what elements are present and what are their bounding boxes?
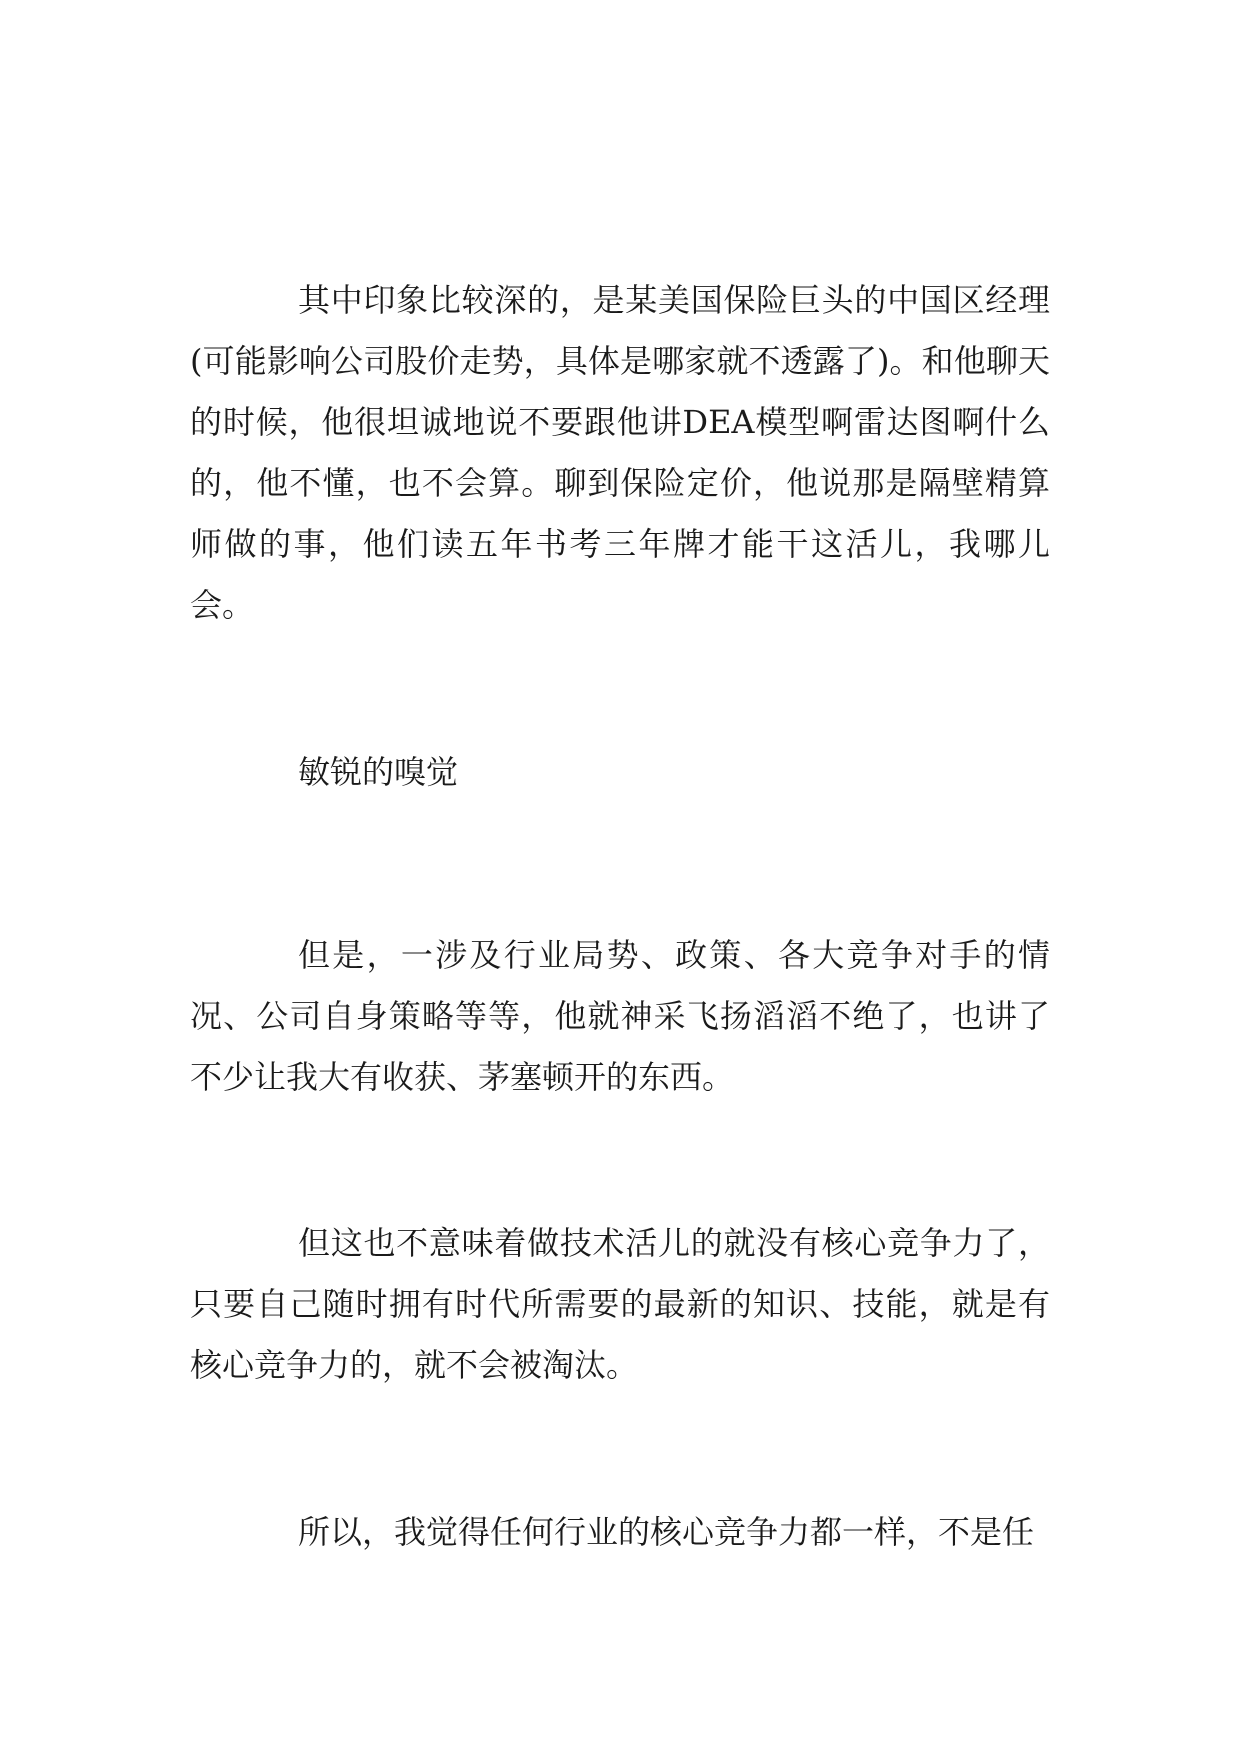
paragraph-technical-skills: 但这也不意味着做技术活儿的就没有核心竞争力了，只要自己随时拥有时代所需要的最新的知识、技能，就是有核心竞争力的，就不会被淘汰。 xyxy=(190,1224,1050,1384)
paragraph-industry-insight: 但是，一涉及行业局势、政策、各大竞争对手的情况、公司自身策略等等，他就神采飞扬滔滔不绝了，也讲了不少让我大有收获、茅塞顿开的东西。 xyxy=(190,936,1050,1096)
paragraph-manager-anecdote: 其中印象比较深的，是某美国保险巨头的中国区经理(可能影响公司股价走势，具体是哪家就不透露了)。和他聊天的时候，他很坦诚地说不要跟他讲DEA模型啊雷达图啊什么的，他不懂，也不会算。聊到保险定价，他说那是隔壁精算师做的事，他们读五年书考三年牌才能干这活儿，我哪儿会。 xyxy=(190,281,1050,624)
paragraph-conclusion: 所以，我觉得任何行业的核心竞争力都一样，不是任 xyxy=(298,1513,1035,1551)
section-heading: 敏锐的嗅觉 xyxy=(298,753,459,791)
